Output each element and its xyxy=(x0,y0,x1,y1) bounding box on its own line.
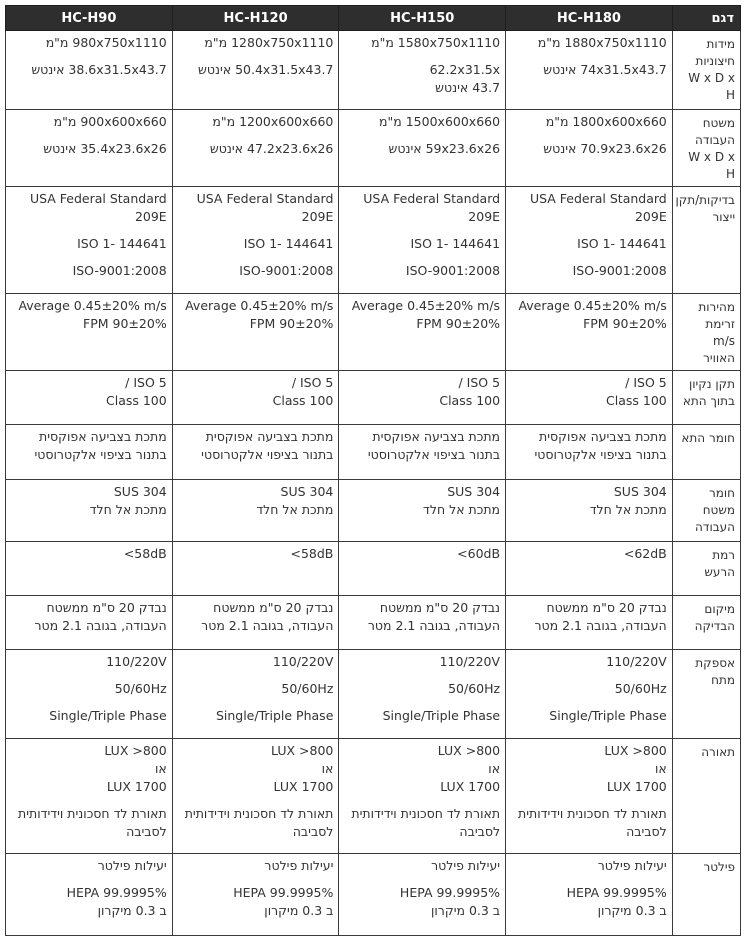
cell-line: ב 0.3 מיקרון xyxy=(597,903,667,918)
spec-cell xyxy=(506,294,673,371)
cell-line: 50/60Hz xyxy=(448,681,501,696)
spec-cell xyxy=(506,596,673,650)
spec-cell xyxy=(339,542,506,596)
spec-cell xyxy=(6,854,173,936)
row-label-line: W x D x H xyxy=(688,150,735,181)
row-label xyxy=(672,110,740,187)
cell-line: 58dB> xyxy=(123,546,167,561)
spec-cell xyxy=(339,110,506,187)
cell-line: מתכת בצביעה אפוקסית xyxy=(539,429,667,444)
cell-line: SUS 304 xyxy=(113,484,167,499)
cell-line: Class 100 xyxy=(272,393,334,408)
cell-line: 60dB> xyxy=(457,546,501,561)
spec-cell xyxy=(172,110,339,187)
spec-cell xyxy=(339,739,506,854)
row-label xyxy=(672,854,740,936)
spec-cell xyxy=(339,480,506,542)
spec-cell xyxy=(339,371,506,425)
cell-line: בתנור בציפוי אלקטרוסטי xyxy=(534,447,667,462)
cell-line: 74x31.5x43.7 אינטש xyxy=(543,62,667,77)
spec-row xyxy=(6,480,741,542)
row-label xyxy=(672,31,740,110)
spec-cell xyxy=(6,739,173,854)
row-label-line: בתוך התא xyxy=(682,394,735,408)
row-label xyxy=(672,480,740,542)
spec-cell xyxy=(506,31,673,110)
cell-line: 209E xyxy=(134,209,167,224)
spec-cell xyxy=(6,371,173,425)
cell-line: מתכת אל חלד xyxy=(256,502,334,517)
spec-cell xyxy=(506,650,673,739)
spec-cell xyxy=(339,650,506,739)
row-label xyxy=(672,187,740,294)
row-label-line: חומר xyxy=(708,486,735,500)
cell-line: 90±20% FPM xyxy=(583,316,667,331)
cell-line: 1200x600x660 מ"מ xyxy=(212,114,334,129)
cell-line: 800< LUX xyxy=(104,743,167,758)
spec-cell xyxy=(506,854,673,936)
spec-row xyxy=(6,371,741,425)
cell-line: 1700 LUX xyxy=(273,779,334,794)
cell-line: לסביבה xyxy=(126,824,167,839)
spec-cell xyxy=(6,110,173,187)
cell-line: תאורת לד חסכונית וידידותית xyxy=(351,806,501,821)
spec-cell xyxy=(339,854,506,936)
row-label-line: מתח xyxy=(711,673,735,687)
cell-line: HEPA 99.9995% xyxy=(233,885,334,900)
row-label-line: בדיקות/תקן xyxy=(675,193,735,207)
header-model: HC-H90 xyxy=(6,6,173,31)
spec-row xyxy=(6,110,741,187)
cell-line: 50/60Hz xyxy=(281,681,334,696)
spec-cell xyxy=(172,650,339,739)
cell-line: נבדק 20 ס"מ ממשטח xyxy=(379,600,501,615)
cell-line: 1700 LUX xyxy=(440,779,501,794)
cell-line: ב 0.3 מיקרון xyxy=(97,903,167,918)
cell-line: נבדק 20 ס"מ ממשטח xyxy=(546,600,667,615)
row-label-line: רמת xyxy=(712,548,735,562)
cell-line: או xyxy=(154,761,167,776)
cell-line: 62.2x31.5x xyxy=(429,62,501,77)
spec-body xyxy=(6,31,741,936)
cell-line: Single/Triple Phase xyxy=(49,708,167,723)
spec-cell xyxy=(6,425,173,480)
cell-line: העבודה, בגובה 2.1 מטר xyxy=(34,618,167,633)
spec-row xyxy=(6,854,741,936)
cell-line: 110/220V xyxy=(106,654,167,669)
spec-row xyxy=(6,542,741,596)
cell-line: 800< LUX xyxy=(604,743,667,758)
spec-cell xyxy=(172,480,339,542)
cell-line: Average 0.45±20% m/s xyxy=(351,298,501,313)
row-label-line: m/s האוויר xyxy=(703,334,735,365)
cell-line: או xyxy=(488,761,501,776)
cell-line: 1280x750x1110 מ"מ xyxy=(204,35,334,50)
cell-line: Average 0.45±20% m/s xyxy=(185,298,334,313)
cell-line: USA Federal Standard xyxy=(29,191,167,206)
cell-line: 43.7 אינטש xyxy=(435,80,501,95)
cell-line: מתכת בצביעה אפוקסית xyxy=(205,429,334,444)
spec-cell xyxy=(172,187,339,294)
row-label-line: מהירות xyxy=(698,300,735,314)
cell-line: Class 100 xyxy=(106,393,167,408)
cell-line: מתכת בצביעה אפוקסית xyxy=(39,429,167,444)
cell-line: Average 0.45±20% m/s xyxy=(18,298,167,313)
spec-cell xyxy=(172,542,339,596)
cell-line: תאורת לד חסכונית וידידותית xyxy=(18,806,167,821)
spec-cell xyxy=(339,294,506,371)
row-label-line: משטח xyxy=(702,116,735,130)
cell-line: 50/60Hz xyxy=(614,681,667,696)
cell-line: 110/220V xyxy=(272,654,334,669)
spec-cell xyxy=(6,650,173,739)
cell-line: ISO 5 / xyxy=(625,375,667,390)
cell-line: מתכת אל חלד xyxy=(423,502,501,517)
cell-line: HEPA 99.9995% xyxy=(399,885,501,900)
spec-cell xyxy=(172,425,339,480)
cell-line: 90±20% FPM xyxy=(249,316,334,331)
row-label-line: תקן נקיון xyxy=(688,377,735,391)
row-label-line: הבדיקה xyxy=(694,619,735,633)
row-label-line: זרימת xyxy=(705,317,735,331)
cell-line: מתכת בצביעה אפוקסית xyxy=(372,429,501,444)
cell-line: ISO 5 / xyxy=(291,375,334,390)
cell-line: 209E xyxy=(634,209,667,224)
spec-cell xyxy=(506,542,673,596)
spec-cell xyxy=(6,542,173,596)
spec-cell xyxy=(339,596,506,650)
row-label-line: העבודה xyxy=(695,133,735,147)
row-label-line: אספקת xyxy=(695,656,735,670)
cell-line: נבדק 20 ס"מ ממשטח xyxy=(213,600,334,615)
cell-line: 800< LUX xyxy=(271,743,334,758)
header-label: דגם xyxy=(672,6,740,31)
cell-line: ISO 5 / xyxy=(125,375,167,390)
cell-line: Class 100 xyxy=(606,393,667,408)
cell-line: USA Federal Standard xyxy=(363,191,501,206)
cell-line: ISO-9001:2008 xyxy=(239,263,334,278)
row-label-line: מיקום xyxy=(704,602,735,616)
cell-line: ISO-9001:2008 xyxy=(405,263,501,278)
cell-line: 900x600x660 מ"מ xyxy=(53,114,167,129)
cell-line: 1800x600x660 מ"מ xyxy=(545,114,667,129)
spec-cell xyxy=(172,739,339,854)
cell-line: יעילות פילטר xyxy=(97,858,167,873)
cell-line: ISO-9001:2008 xyxy=(572,263,667,278)
spec-cell xyxy=(506,425,673,480)
spec-row xyxy=(6,294,741,371)
cell-line: Single/Triple Phase xyxy=(382,708,501,723)
cell-line: 90±20% FPM xyxy=(416,316,501,331)
cell-line: 1700 LUX xyxy=(606,779,667,794)
row-label-line: חומר התא xyxy=(681,431,735,445)
row-label xyxy=(672,739,740,854)
cell-line: ISO 5 / xyxy=(458,375,501,390)
cell-line: ISO 1- 144641 xyxy=(243,236,334,251)
cell-line: 1700 LUX xyxy=(106,779,167,794)
header-model: HC-H120 xyxy=(172,6,339,31)
cell-line: תאורת לד חסכונית וידידותית xyxy=(518,806,667,821)
cell-line: 59x23.6x26 אינטש xyxy=(388,141,501,156)
spec-cell xyxy=(6,480,173,542)
cell-line: 58dB> xyxy=(290,546,334,561)
spec-row xyxy=(6,187,741,294)
cell-line: ISO 1- 144641 xyxy=(410,236,501,251)
cell-line: Single/Triple Phase xyxy=(549,708,667,723)
spec-row xyxy=(6,739,741,854)
cell-line: 110/220V xyxy=(439,654,501,669)
cell-line: Class 100 xyxy=(439,393,501,408)
cell-line: 1880x750x1110 מ"מ xyxy=(537,35,667,50)
cell-line: ISO 1- 144641 xyxy=(77,236,167,251)
cell-line: בתנור בציפוי אלקטרוסטי xyxy=(367,447,501,462)
cell-line: או xyxy=(654,761,667,776)
row-label-line: מידות xyxy=(706,37,735,51)
spec-cell xyxy=(506,110,673,187)
spec-cell xyxy=(172,596,339,650)
cell-line: 90±20% FPM xyxy=(83,316,167,331)
row-label xyxy=(672,371,740,425)
cell-line: בתנור בציפוי אלקטרוסטי xyxy=(34,447,167,462)
cell-line: 38.6x31.5x43.7 אינטש xyxy=(31,62,167,77)
cell-line: 209E xyxy=(301,209,334,224)
cell-line: 70.9x23.6x26 אינטש xyxy=(543,141,667,156)
cell-line: לסביבה xyxy=(459,824,501,839)
cell-line: העבודה, בגובה 2.1 מטר xyxy=(534,618,667,633)
cell-line: 47.2x23.6x26 אינטש xyxy=(209,141,334,156)
cell-line: או xyxy=(321,761,334,776)
cell-line: ב 0.3 מיקרון xyxy=(430,903,501,918)
cell-line: לסביבה xyxy=(626,824,667,839)
spec-row xyxy=(6,596,741,650)
cell-line: מתכת אל חלד xyxy=(89,502,167,517)
cell-line: USA Federal Standard xyxy=(196,191,334,206)
cell-line: 1580x750x1110 מ"מ xyxy=(371,35,501,50)
row-label-line: חיצוניות xyxy=(695,54,735,68)
cell-line: 800< LUX xyxy=(437,743,501,758)
row-label-line: הרעש xyxy=(704,565,735,579)
cell-line: בתנור בציפוי אלקטרוסטי xyxy=(201,447,334,462)
spec-cell xyxy=(6,596,173,650)
spec-cell xyxy=(506,371,673,425)
spec-cell xyxy=(6,187,173,294)
cell-line: 50/60Hz xyxy=(114,681,167,696)
cell-line: 50.4x31.5x43.7 אינטש xyxy=(198,62,334,77)
spec-cell xyxy=(506,187,673,294)
spec-cell xyxy=(172,854,339,936)
cell-line: ב 0.3 מיקרון xyxy=(264,903,334,918)
row-label-line: פילטר xyxy=(703,860,735,874)
cell-line: SUS 304 xyxy=(613,484,667,499)
cell-line: 209E xyxy=(468,209,501,224)
cell-line: Single/Triple Phase xyxy=(215,708,334,723)
cell-line: 35.4x23.6x26 אינטש xyxy=(43,141,167,156)
cell-line: לסביבה xyxy=(292,824,334,839)
row-label-line: W x D x H xyxy=(688,71,735,102)
cell-line: HEPA 99.9995% xyxy=(566,885,667,900)
cell-line: נבדק 20 ס"מ ממשטח xyxy=(46,600,167,615)
cell-line: HEPA 99.9995% xyxy=(66,885,167,900)
cell-line: יעילות פילטר xyxy=(431,858,501,873)
cell-line: יעילות פילטר xyxy=(597,858,667,873)
spec-row xyxy=(6,31,741,110)
spec-cell xyxy=(172,31,339,110)
spec-row xyxy=(6,425,741,480)
cell-line: 62dB> xyxy=(623,546,667,561)
spec-cell xyxy=(506,739,673,854)
spec-table xyxy=(5,5,741,936)
cell-line: 110/220V xyxy=(606,654,667,669)
row-label-line: העבודה xyxy=(695,520,735,534)
row-label-line: משטח xyxy=(702,503,735,517)
row-label xyxy=(672,294,740,371)
cell-line: ISO-9001:2008 xyxy=(72,263,167,278)
spec-cell xyxy=(339,187,506,294)
spec-cell xyxy=(6,31,173,110)
row-label xyxy=(672,542,740,596)
cell-line: SUS 304 xyxy=(447,484,501,499)
header-model: HC-H180 xyxy=(506,6,673,31)
row-label xyxy=(672,596,740,650)
row-label xyxy=(672,650,740,739)
row-label-line: תאורה xyxy=(701,745,735,759)
cell-line: יעילות פילטר xyxy=(264,858,334,873)
cell-line: USA Federal Standard xyxy=(529,191,667,206)
cell-line: העבודה, בגובה 2.1 מטר xyxy=(201,618,334,633)
spec-row xyxy=(6,650,741,739)
cell-line: מתכת אל חלד xyxy=(589,502,667,517)
header-model: HC-H150 xyxy=(339,6,506,31)
row-label-line: ייצור xyxy=(712,210,735,224)
spec-cell xyxy=(506,480,673,542)
cell-line: ISO 1- 144641 xyxy=(577,236,667,251)
spec-cell xyxy=(172,371,339,425)
cell-line: 980x750x1110 מ"מ xyxy=(45,35,167,50)
cell-line: Average 0.45±20% m/s xyxy=(518,298,667,313)
spec-cell xyxy=(339,31,506,110)
cell-line: 1500x600x660 מ"מ xyxy=(379,114,501,129)
cell-line: העבודה, בגובה 2.1 מטר xyxy=(367,618,501,633)
spec-cell xyxy=(339,425,506,480)
cell-line: SUS 304 xyxy=(280,484,334,499)
header-row xyxy=(6,6,741,31)
row-label xyxy=(672,425,740,480)
spec-cell xyxy=(172,294,339,371)
cell-line: תאורת לד חסכונית וידידותית xyxy=(184,806,334,821)
spec-cell xyxy=(6,294,173,371)
